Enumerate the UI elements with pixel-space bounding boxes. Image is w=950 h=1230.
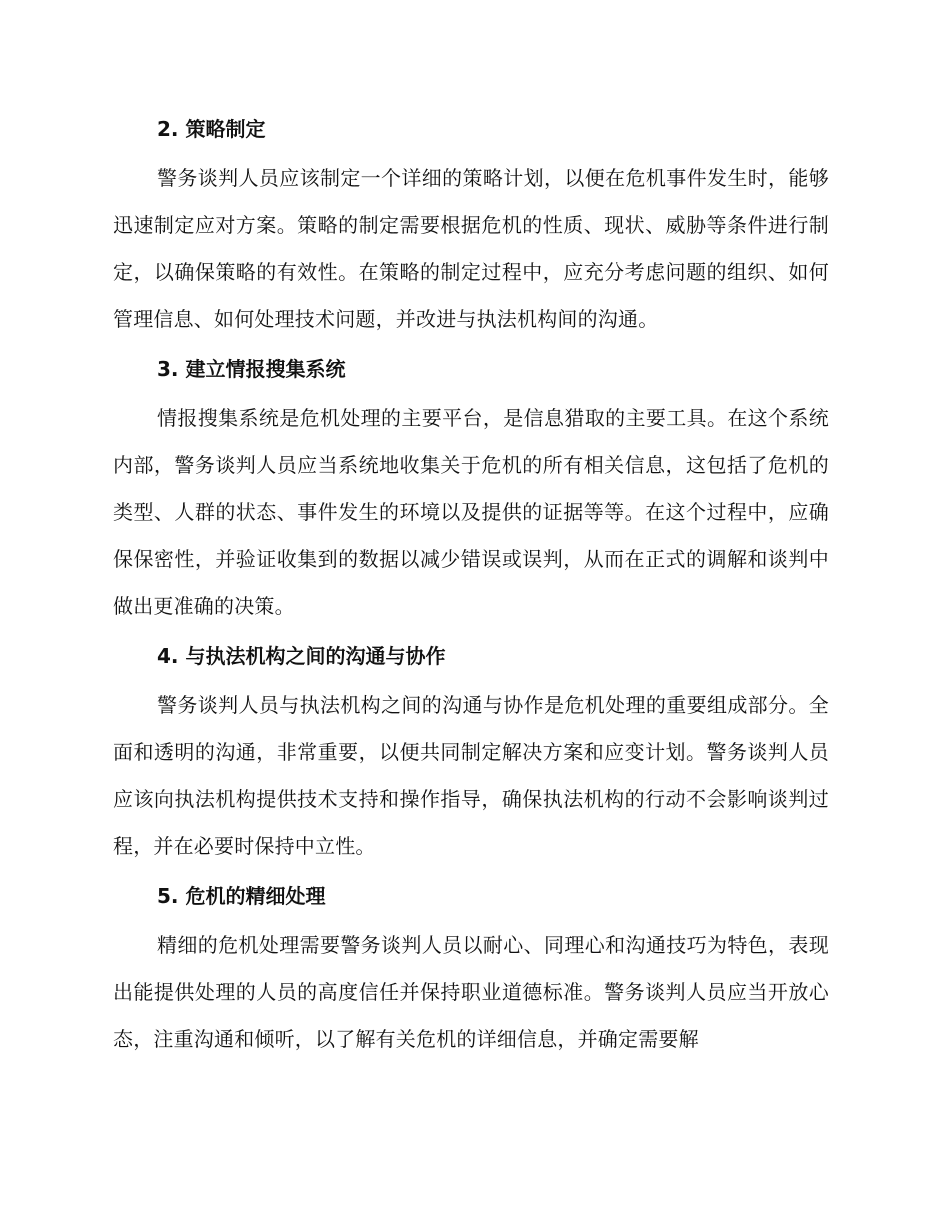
section-law-enforcement-communication bbox=[113, 634, 829, 870]
section-paragraph: 精细的危机处理需要警务谈判人员以耐心、同理心和沟通技巧为特色，表现出能提供处理的人员的高度信任并保持职业道德标准。警务谈判人员应当开放心态，注重沟通和倾听，以了解有关危机的详细信息，并确定需要解 bbox=[113, 933, 829, 1051]
section-heading: 5. 危机的精细处理 bbox=[157, 884, 326, 908]
section-heading: 3. 建立情报搜集系统 bbox=[157, 357, 346, 381]
section-paragraph: 警务谈判人员应该制定一个详细的策略计划，以便在危机事件发生时，能够迅速制定应对方案。策略的制定需要根据危机的性质、现状、威胁等条件进行制定，以确保策略的有效性。在策略的制定过程中，应充分考虑问题的组织、如何管理信息、如何处理技术问题，并改进与执法机构间的沟通。 bbox=[113, 166, 829, 331]
section-intelligence-system bbox=[113, 347, 829, 630]
section-paragraph: 警务谈判人员与执法机构之间的沟通与协作是危机处理的重要组成部分。全面和透明的沟通，非常重要，以便共同制定解决方案和应变计划。警务谈判人员应该向执法机构提供技术支持和操作指导，确保执法机构的行动不会影响谈判过程，并在必要时保持中立性。 bbox=[113, 693, 829, 858]
section-heading: 2. 策略制定 bbox=[157, 117, 266, 141]
section-heading: 4. 与执法机构之间的沟通与协作 bbox=[157, 644, 446, 668]
section-strategy bbox=[113, 107, 829, 343]
document-page bbox=[113, 107, 829, 1067]
section-paragraph: 情报搜集系统是危机处理的主要平台，是信息猎取的主要工具。在这个系统内部，警务谈判人员应当系统地收集关于危机的所有相关信息，这包括了危机的类型、人群的状态、事件发生的环境以及提供的证据等等。在这个过程中，应确保保密性，并验证收集到的数据以减少错误或误判，从而在正式的调解和谈判中做出更准确的决策。 bbox=[113, 406, 829, 618]
section-crisis-handling bbox=[113, 874, 829, 1063]
